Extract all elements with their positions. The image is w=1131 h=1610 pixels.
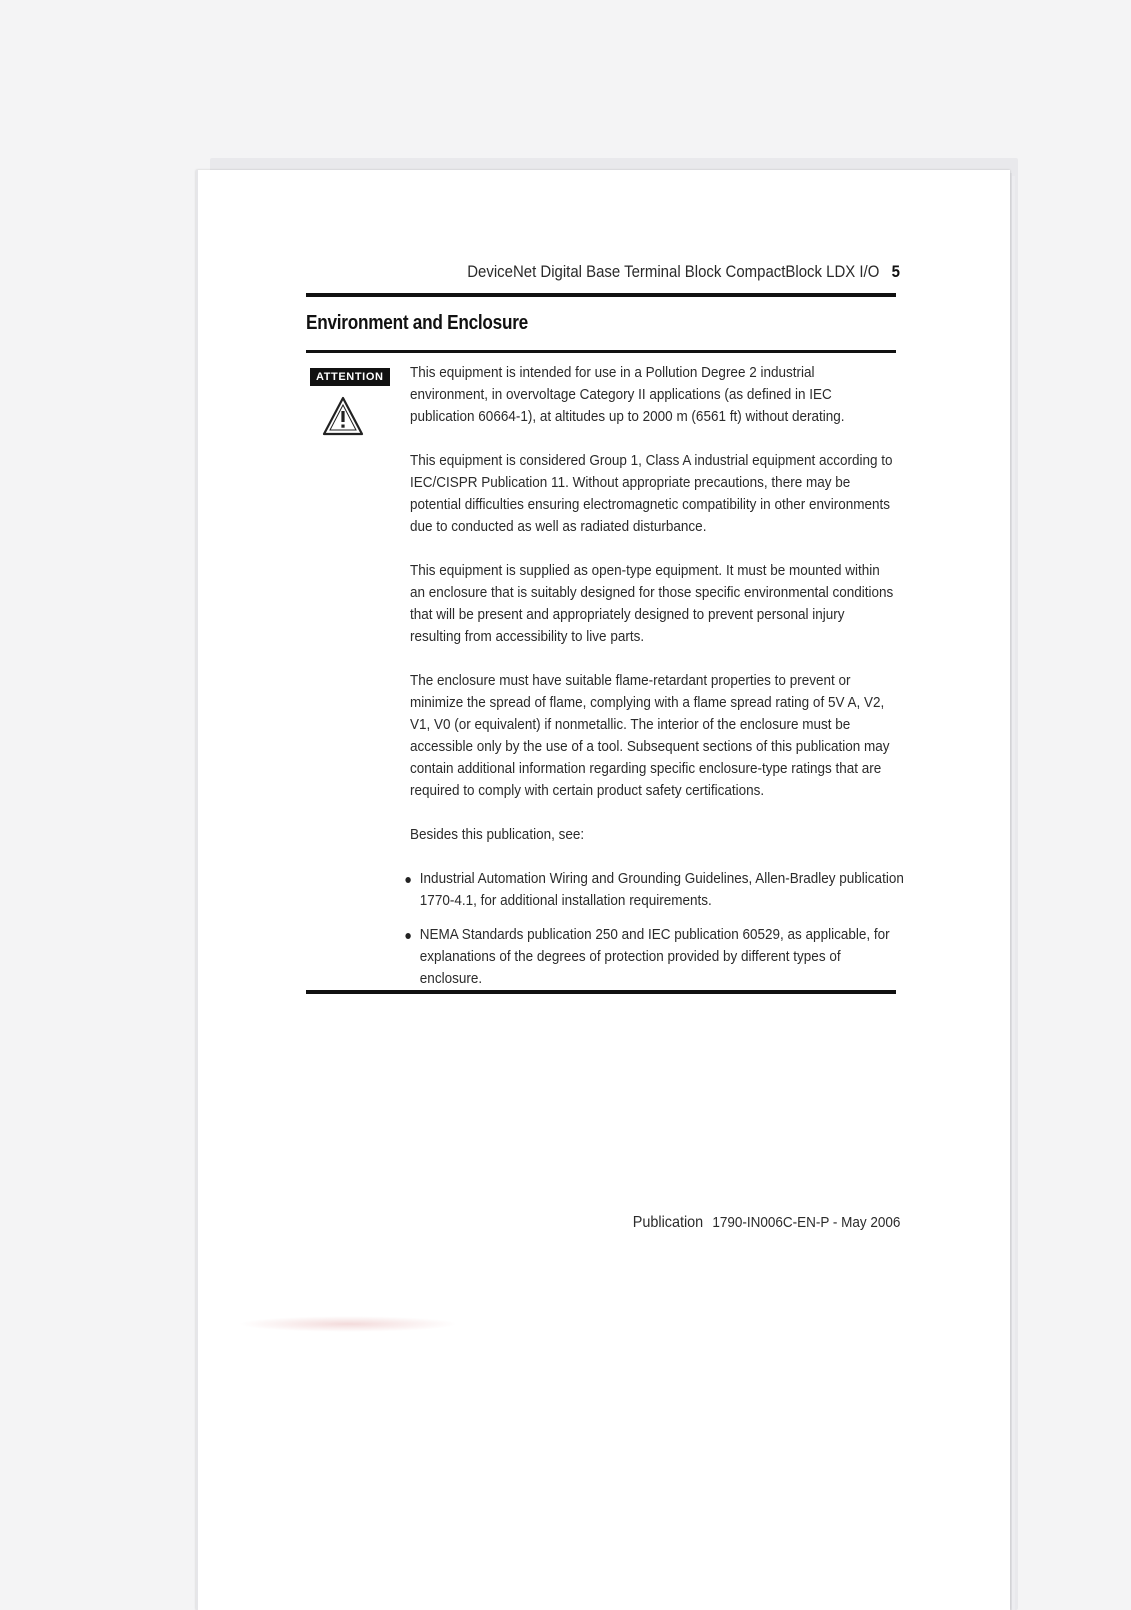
paragraph-open-type: This equipment is supplied as open-type equipment. It must be mounted within an enclosure that is suitably designed for those specific environmental conditions that will be present and appropriately designed to prevent personal injury resulting from accessibility to live parts. [410,562,894,645]
section-title: Environment and Enclosure [306,312,528,334]
attention-end-rule [306,990,896,994]
paragraph-pollution-degree: This equipment is intended for use in a Pollution Degree 2 industrial environment, in overvoltage Category II applications (as defined in IEC publication 60664-1), at altitudes up to 2000 m (6561 ft) without derating. [410,364,845,425]
bullet-icon [405,933,410,939]
scan-smudge [238,1316,458,1332]
document-page [196,170,1010,1610]
attention-badge: ATTENTION [310,368,390,386]
publication-number: 1790-IN006C-EN-P - May 2006 [711,1214,900,1231]
header-rule [306,293,896,297]
paragraph-flame-retardant: The enclosure must have suitable flame-retardant properties to prevent or minimize the spread of flame, complying with a flame spread rating of 5V A, V2, V1, V0 (or equivalent) if nonmetallic. The interior of the enclosure must be accessible only by the use of a tool. Subsequent sections of this publication may contain additional information regarding specific enclosure-type ratings that are required to comply with certain product safety certifications. [410,672,890,799]
reference-list [410,868,904,990]
list-item-text: NEMA Standards publication 250 and IEC publication 60529, as applicable, for explanations of the degrees of protection provided by different types of enclosure. [419,926,890,987]
list-item-text: Industrial Automation Wiring and Grounding Guidelines, Allen-Bradley publication 1770-4.1, for additional installation requirements. [419,870,904,909]
bullet-icon [405,877,410,883]
list-item [400,868,905,912]
attention-body [410,362,904,1002]
footer-label: Publication [632,1214,703,1231]
list-item [400,924,905,990]
header-title: DeviceNet Digital Base Terminal Block CompactBlock LDX I/O [467,262,880,281]
paragraph-besides: Besides this publication, see: [410,826,585,843]
section-rule [306,350,896,353]
running-header [372,262,900,286]
warning-triangle-icon [322,396,364,436]
paragraph-emc: This equipment is considered Group 1, Class A industrial equipment according to IEC/CISPR Publication 11. Without appropriate precautions, there may be potential difficulties ensuring electromagnetic compatibility in other environments due to conducted as well as radiated disturbance. [410,452,893,535]
footer [632,1214,900,1232]
page-number: 5 [891,262,900,281]
